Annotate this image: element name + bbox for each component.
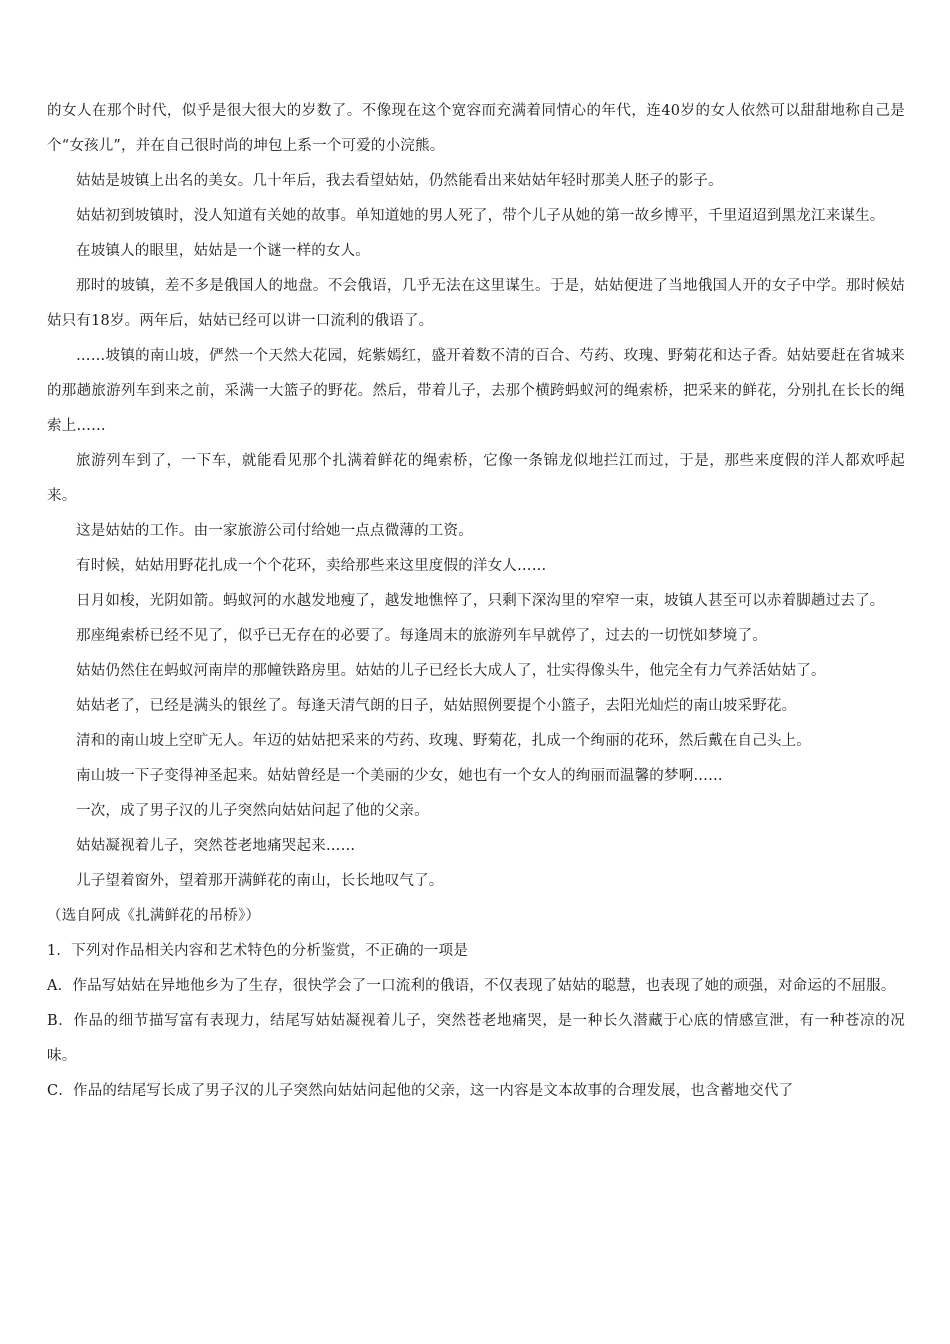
paragraph-2: 姑姑初到坡镇时，没人知道有关她的故事。单知道她的男人死了，带个儿子从她的第一故乡博平，千里迢迢到黑龙江来谋生。 [76, 208, 885, 224]
paragraph-0: 的女人在那个时代，似乎是很大很大的岁数了。不像现在这个宽容而充满着同情心的年代，连40岁的女人依然可以甜甜地称自己是个“女孩儿”，并在自己很时尚的坤包上系一个可爱的小浣熊。 [47, 103, 905, 154]
option-b: B．作品的细节描写富有表现力，结尾写姑姑凝视着儿子，突然苍老地痛哭，是一种长久潜藏于心底的情感宣泄，有一种苍凉的况味。 [47, 1013, 905, 1064]
paragraph-17: 儿子望着窗外，望着那开满鲜花的南山，长长地叹气了。 [76, 873, 444, 889]
option-c: C．作品的结尾写长成了男子汉的儿子突然向姑姑问起他的父亲，这一内容是文本故事的合理发展，也含蓄地交代了 [47, 1083, 794, 1099]
paragraph-8: 有时候，姑姑用野花扎成一个个花环，卖给那些来这里度假的洋女人…… [76, 558, 547, 574]
paragraph-9: 日月如梭，光阴如箭。蚂蚁河的水越发地瘦了，越发地憔悴了，只剩下深沟里的窄窄一束，坡镇人甚至可以赤着脚趟过去了。 [76, 593, 885, 609]
article-body [47, 94, 905, 934]
paragraph-4: 那时的坡镇，差不多是俄国人的地盘。不会俄语，几乎无法在这里谋生。于是，姑姑便进了当地俄国人开的女子中学。那时候姑姑只有18岁。两年后，姑姑已经可以讲一口流利的俄语了。 [47, 278, 905, 329]
paragraph-1: 姑姑是坡镇上出名的美女。几十年后，我去看望姑姑，仍然能看出来姑姑年轻时那美人胚子的影子。 [76, 173, 723, 189]
paragraph-7: 这是姑姑的工作。由一家旅游公司付给她一点点微薄的工资。 [76, 523, 473, 539]
paragraph-5: ……坡镇的南山坡，俨然一个天然大花园，姹紫嫣红，盛开着数不清的百合、芍药、玫瑰、野菊花和达子香。姑姑要赶在省城来的那趟旅游列车到来之前，采满一大篮子的野花。然后，带着儿子，去那个横跨蚂蚁河的绳索桥，把采来的鲜花，分别扎在长长的绳索上…… [47, 348, 905, 434]
paragraph-3: 在坡镇人的眼里，姑姑是一个谜一样的女人。 [76, 243, 370, 259]
article-source: （选自阿成《扎满鲜花的吊桥》） [47, 908, 261, 924]
paragraph-10: 那座绳索桥已经不见了，似乎已无存在的必要了。每逢周末的旅游列车早就停了，过去的一切恍如梦境了。 [76, 628, 767, 644]
paragraph-11: 姑姑仍然住在蚂蚁河南岸的那幢铁路房里。姑姑的儿子已经长大成人了，壮实得像头牛，他完全有力气养活姑姑了。 [76, 663, 826, 679]
document-page [47, 94, 905, 1109]
paragraph-15: 一次，成了男子汉的儿子突然向姑姑问起了他的父亲。 [76, 803, 429, 819]
question-block [47, 934, 905, 1109]
paragraph-14: 南山坡一下子变得神圣起来。姑姑曾经是一个美丽的少女，她也有一个女人的绚丽而温馨的梦啊…… [76, 768, 723, 784]
paragraph-6: 旅游列车到了，一下车，就能看见那个扎满着鲜花的绳索桥，它像一条锦龙似地拦江而过，于是，那些来度假的洋人都欢呼起来。 [47, 453, 905, 504]
option-a: A．作品写姑姑在异地他乡为了生存，很快学会了一口流利的俄语，不仅表现了姑姑的聪慧，也表现了她的顽强，对命运的不屈服。 [47, 978, 896, 994]
paragraph-13: 清和的南山坡上空旷无人。年迈的姑姑把采来的芍药、玫瑰、野菊花，扎成一个绚丽的花环，然后戴在自己头上。 [76, 733, 811, 749]
paragraph-16: 姑姑凝视着儿子，突然苍老地痛哭起来…… [76, 838, 356, 854]
paragraph-12: 姑姑老了，已经是满头的银丝了。每逢天清气朗的日子，姑姑照例要提个小篮子，去阳光灿烂的南山坡采野花。 [76, 698, 797, 714]
question-stem: 1．下列对作品相关内容和艺术特色的分析鉴赏，不正确的一项是 [47, 943, 469, 959]
